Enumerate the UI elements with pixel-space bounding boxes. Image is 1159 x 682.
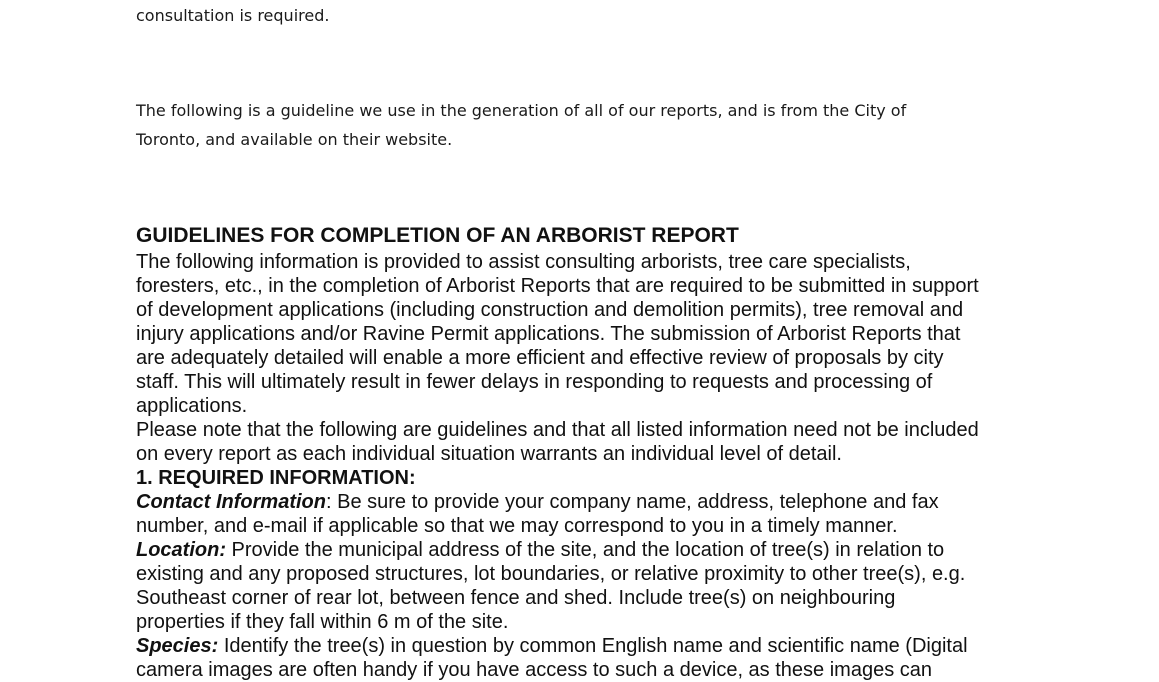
section-1-title: 1. REQUIRED INFORMATION: — [136, 467, 416, 489]
purpose-line: are adequately detailed will enable a more efficient and effective review of proposals by city — [136, 347, 944, 369]
purpose-line: of development applications (including construction and demolition permits), tree removal and — [136, 299, 964, 321]
guidelines-title: GUIDELINES FOR COMPLETION OF AN ARBORIST REPORT — [136, 224, 739, 247]
purpose-line: applications. — [136, 395, 248, 417]
location-label: Location: — [136, 539, 226, 561]
contact-text: : Be sure to provide your company name, address, telephone and fax — [326, 491, 939, 513]
guidelines-section — [136, 222, 1146, 682]
species-text: Identify the tree(s) in question by common English name and scientific name (Digital — [218, 635, 968, 657]
contact-text-line: number, and e-mail if applicable so that we may correspond to you in a timely manner. — [136, 515, 898, 537]
purpose-line: staff. This will ultimately result in fewer delays in responding to requests and processing of — [136, 371, 933, 393]
note-line: Please note that the following are guidelines and that all listed information need not be included — [136, 419, 979, 441]
purpose-paragraph — [136, 250, 1146, 418]
species-label: Species: — [136, 635, 219, 657]
contact-label: Contact Information — [136, 491, 326, 513]
purpose-line: injury applications and/or Ravine Permit applications. The submission of Arborist Reports that — [136, 323, 961, 345]
purpose-line: The following information is provided to assist consulting arborists, tree care specialists, — [136, 251, 911, 273]
intro-guideline-line: Toronto, and available on their website. — [136, 130, 453, 149]
location-text: Provide the municipal address of the site, and the location of tree(s) in relation to — [226, 539, 945, 561]
intro-guideline-line: The following is a guideline we use in the generation of all of our reports, and is from the City of — [136, 101, 907, 120]
location-text-line: properties if they fall within 6 m of the site. — [136, 611, 509, 633]
contact-item — [136, 490, 1146, 538]
location-item — [136, 538, 1146, 634]
purpose-line: foresters, etc., in the completion of Arborist Reports that are required to be submitted in support — [136, 275, 979, 297]
intro-guideline-paragraph — [136, 96, 906, 154]
location-text-line: Southeast corner of rear lot, between fence and shed. Include tree(s) on neighbouring — [136, 587, 896, 609]
intro-fragment-text: consultation is required. — [136, 6, 330, 25]
note-line: on every report as each individual situation warrants an individual level of detail. — [136, 443, 842, 465]
intro-fragment — [136, 1, 329, 30]
species-text-line: camera images are often handy if you have access to such a device, as these images can — [136, 659, 932, 681]
location-text-line: existing and any proposed structures, lot boundaries, or relative proximity to other tree(s), e.g. — [136, 563, 966, 585]
note-paragraph — [136, 418, 1146, 466]
